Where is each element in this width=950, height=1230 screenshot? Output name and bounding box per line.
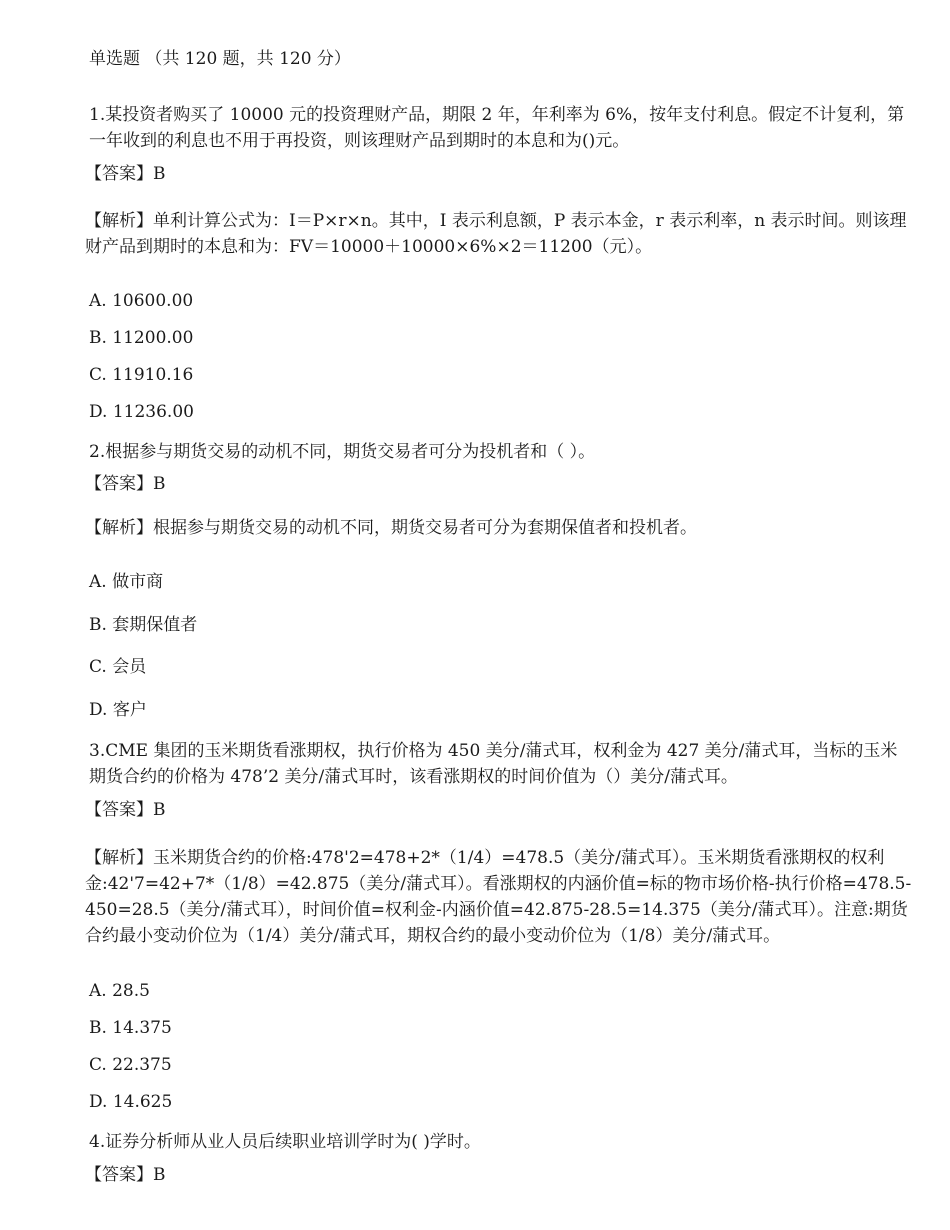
question-4-stem: 4.证券分析师从业人员后续职业培训学时为( )学时。 [89, 1132, 481, 1152]
question-3-option-a: A. 28.5 [89, 981, 150, 1001]
question-3-option-d: D. 14.625 [89, 1092, 173, 1112]
question-2-stem: 2.根据参与期货交易的动机不同，期货交易者可分为投机者和（ ）。 [89, 442, 596, 462]
question-3-stem: 3.CME 集团的玉米期货看涨期权，执行价格为 450 美分/蒲式耳，权利金为 427 美分/蒲式耳，当标的玉米期货合约的价格为 478’2 美分/蒲式耳时，该看涨期权的时间价值为（）美分/蒲式耳。 [89, 741, 898, 787]
question-1-option-d: D. 11236.00 [89, 402, 194, 422]
question-1-answer: 【答案】B [85, 164, 166, 184]
question-2-answer: 【答案】B [85, 474, 166, 494]
question-3-option-c: C. 22.375 [89, 1055, 172, 1075]
question-2-option-c: C. 会员 [89, 657, 147, 677]
question-2-option-d: D. 客户 [89, 700, 147, 720]
question-1-option-c: C. 11910.16 [89, 365, 194, 385]
question-1-stem: 1.某投资者购买了 10000 元的投资理财产品，期限 2 年，年利率为 6%，按年支付利息。假定不计复利，第一年收到的利息也不用于再投资，则该理财产品到期时的本息和为()元。 [89, 105, 905, 151]
question-4-answer: 【答案】B [85, 1165, 166, 1185]
question-1-analysis: 【解析】单利计算公式为：I＝P×r×n。其中，I 表示利息额，P 表示本金，r 表示利率，n 表示时间。则该理财产品到期时的本息和为：FV＝10000＋10000×6%×2＝11200（元）。 [85, 211, 907, 257]
question-2-option-a: A. 做市商 [89, 572, 164, 592]
question-3-option-b: B. 14.375 [89, 1018, 172, 1038]
question-1-option-b: B. 11200.00 [89, 328, 194, 348]
question-1-option-a: A. 10600.00 [89, 291, 194, 311]
section-header: 单选题 （共 120 题，共 120 分） [89, 49, 351, 69]
question-2-option-b: B. 套期保值者 [89, 615, 198, 635]
question-3-answer: 【答案】B [85, 800, 166, 820]
question-3-analysis: 【解析】玉米期货合约的价格:478'2=478+2*（1/4）=478.5（美分/蒲式耳）。玉米期货看涨期权的权利金:42'7=42+7*（1/8）=42.875（美分/蒲式耳）。看涨期权的内涵价值=标的物市场价格-执行价格=478.5-450=28.5（美分/蒲式耳），时间价值=权利金-内涵价值=42.875-28.5=14.375（美分/蒲式耳）。注意:期货合约最小变动价位为（1/4）美分/蒲式耳，期权合约的最小变动价位为（1/8）美分/蒲式耳。 [85, 848, 912, 946]
question-2-analysis: 【解析】根据参与期货交易的动机不同，期货交易者可分为套期保值者和投机者。 [85, 518, 697, 538]
